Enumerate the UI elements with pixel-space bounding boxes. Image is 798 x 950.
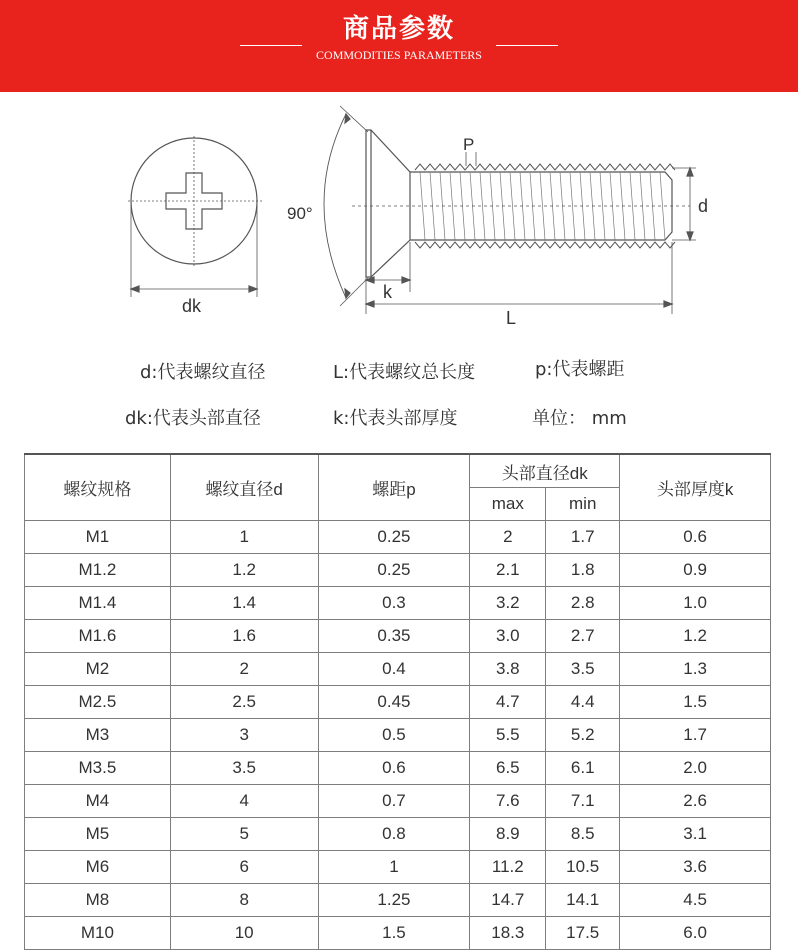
table-cell: 3.6 <box>620 851 771 884</box>
table-cell: 0.9 <box>620 554 771 587</box>
table-row <box>25 554 771 587</box>
table-cell: 5.2 <box>546 719 620 752</box>
table-cell: 10.5 <box>546 851 620 884</box>
table-cell: 3.5 <box>170 752 318 785</box>
table-cell: 1.25 <box>318 884 470 917</box>
table-row <box>25 785 771 818</box>
table-cell: 1.8 <box>546 554 620 587</box>
table-cell: 1.7 <box>620 719 771 752</box>
table-cell: 1.2 <box>170 554 318 587</box>
table-cell: 2.5 <box>170 686 318 719</box>
table-cell: 1 <box>170 521 318 554</box>
table-cell: 14.7 <box>470 884 546 917</box>
table-cell: M1 <box>25 521 171 554</box>
screw-head-side <box>366 130 410 277</box>
table-cell: 0.7 <box>318 785 470 818</box>
table-cell: 6.1 <box>546 752 620 785</box>
table-cell: 3 <box>170 719 318 752</box>
table-cell: M3.5 <box>25 752 171 785</box>
table-cell: 0.25 <box>318 521 470 554</box>
header-head-diameter: 头部直径dk <box>470 454 620 488</box>
table-cell: 0.6 <box>318 752 470 785</box>
table-cell: 2.6 <box>620 785 771 818</box>
table-cell: M1.4 <box>25 587 171 620</box>
table-cell: M1.2 <box>25 554 171 587</box>
banner-title: 商品参数 <box>342 14 455 44</box>
table-row <box>25 719 771 752</box>
table-cell: 18.3 <box>470 917 546 950</box>
spec-table <box>24 453 771 950</box>
header-spec: 螺纹规格 <box>25 454 171 521</box>
table-row <box>25 884 771 917</box>
table-cell: 3.0 <box>470 620 546 653</box>
table-cell: 1.6 <box>170 620 318 653</box>
table-cell: M2.5 <box>25 686 171 719</box>
table-row <box>25 587 771 620</box>
head-diameter-label: dk <box>182 296 202 316</box>
table-cell: 17.5 <box>546 917 620 950</box>
table-cell: 7.6 <box>470 785 546 818</box>
table-cell: 4 <box>170 785 318 818</box>
table-cell: 0.6 <box>620 521 771 554</box>
table-row <box>25 818 771 851</box>
table-row <box>25 653 771 686</box>
table-cell: M5 <box>25 818 171 851</box>
legend-dk: dk:代表头部直径 <box>125 408 261 429</box>
table-cell: 5.5 <box>470 719 546 752</box>
length-label: L <box>506 308 517 328</box>
table-cell: 8.9 <box>470 818 546 851</box>
table-row <box>25 917 771 950</box>
table-cell: 1 <box>318 851 470 884</box>
table-cell: 0.35 <box>318 620 470 653</box>
header-head-thickness: 头部厚度k <box>620 454 771 521</box>
diameter-label: d <box>698 196 709 216</box>
table-cell: 0.25 <box>318 554 470 587</box>
table-cell: 14.1 <box>546 884 620 917</box>
banner-rule-right <box>496 45 558 46</box>
banner-rule-left <box>240 45 302 46</box>
table-cell: M2 <box>25 653 171 686</box>
table-cell: M3 <box>25 719 171 752</box>
table-cell: 7.1 <box>546 785 620 818</box>
table-cell: 0.4 <box>318 653 470 686</box>
legend-p: p:代表螺距 <box>535 359 625 380</box>
table-cell: 1.4 <box>170 587 318 620</box>
table-cell: 2 <box>470 521 546 554</box>
table-cell: 2.0 <box>620 752 771 785</box>
table-cell: 6.5 <box>470 752 546 785</box>
table-cell: 1.7 <box>546 521 620 554</box>
angle-label: 90° <box>287 204 313 223</box>
table-cell: M1.6 <box>25 620 171 653</box>
table-cell: 6 <box>170 851 318 884</box>
header-max: max <box>470 488 546 521</box>
table-cell: 2.7 <box>546 620 620 653</box>
legend-L: L:代表螺纹总长度 <box>333 362 476 383</box>
table-cell: 2.8 <box>546 587 620 620</box>
legend-k: k:代表头部厚度 <box>333 408 458 429</box>
table-row <box>25 752 771 785</box>
table-row <box>25 851 771 884</box>
table-cell: 3.1 <box>620 818 771 851</box>
table-row <box>25 686 771 719</box>
table-cell: 0.45 <box>318 686 470 719</box>
table-cell: 4.5 <box>620 884 771 917</box>
table-cell: 11.2 <box>470 851 546 884</box>
header-pitch: 螺距p <box>318 454 470 521</box>
pitch-label: P <box>463 135 475 154</box>
table-cell: 4.7 <box>470 686 546 719</box>
table-cell: 1.0 <box>620 587 771 620</box>
table-row <box>25 521 771 554</box>
table-cell: 8 <box>170 884 318 917</box>
legend-d: d:代表螺纹直径 <box>140 362 266 383</box>
table-cell: M10 <box>25 917 171 950</box>
header-banner <box>0 0 798 92</box>
header-thread-diameter: 螺纹直径d <box>170 454 318 521</box>
table-cell: 1.2 <box>620 620 771 653</box>
table-row <box>25 620 771 653</box>
table-cell: 0.8 <box>318 818 470 851</box>
table-cell: 1.5 <box>318 917 470 950</box>
table-cell: 5 <box>170 818 318 851</box>
table-cell: 8.5 <box>546 818 620 851</box>
table-cell: 3.2 <box>470 587 546 620</box>
table-cell: 3.8 <box>470 653 546 686</box>
table-cell: 2.1 <box>470 554 546 587</box>
table-cell: 2 <box>170 653 318 686</box>
table-cell: M4 <box>25 785 171 818</box>
table-cell: 10 <box>170 917 318 950</box>
table-cell: 0.5 <box>318 719 470 752</box>
head-thickness-label: k <box>383 282 392 302</box>
table-cell: 3.5 <box>546 653 620 686</box>
table-cell: M8 <box>25 884 171 917</box>
table-cell: 1.5 <box>620 686 771 719</box>
banner-subtitle: COMMODITIES PARAMETERS <box>316 48 482 62</box>
table-cell: 6.0 <box>620 917 771 950</box>
table-cell: 0.3 <box>318 587 470 620</box>
table-cell: 1.3 <box>620 653 771 686</box>
screw-diagram <box>0 92 798 332</box>
header-min: min <box>546 488 620 521</box>
legend-unit: 单位： mm <box>532 408 627 429</box>
table-cell: M6 <box>25 851 171 884</box>
table-cell: 4.4 <box>546 686 620 719</box>
